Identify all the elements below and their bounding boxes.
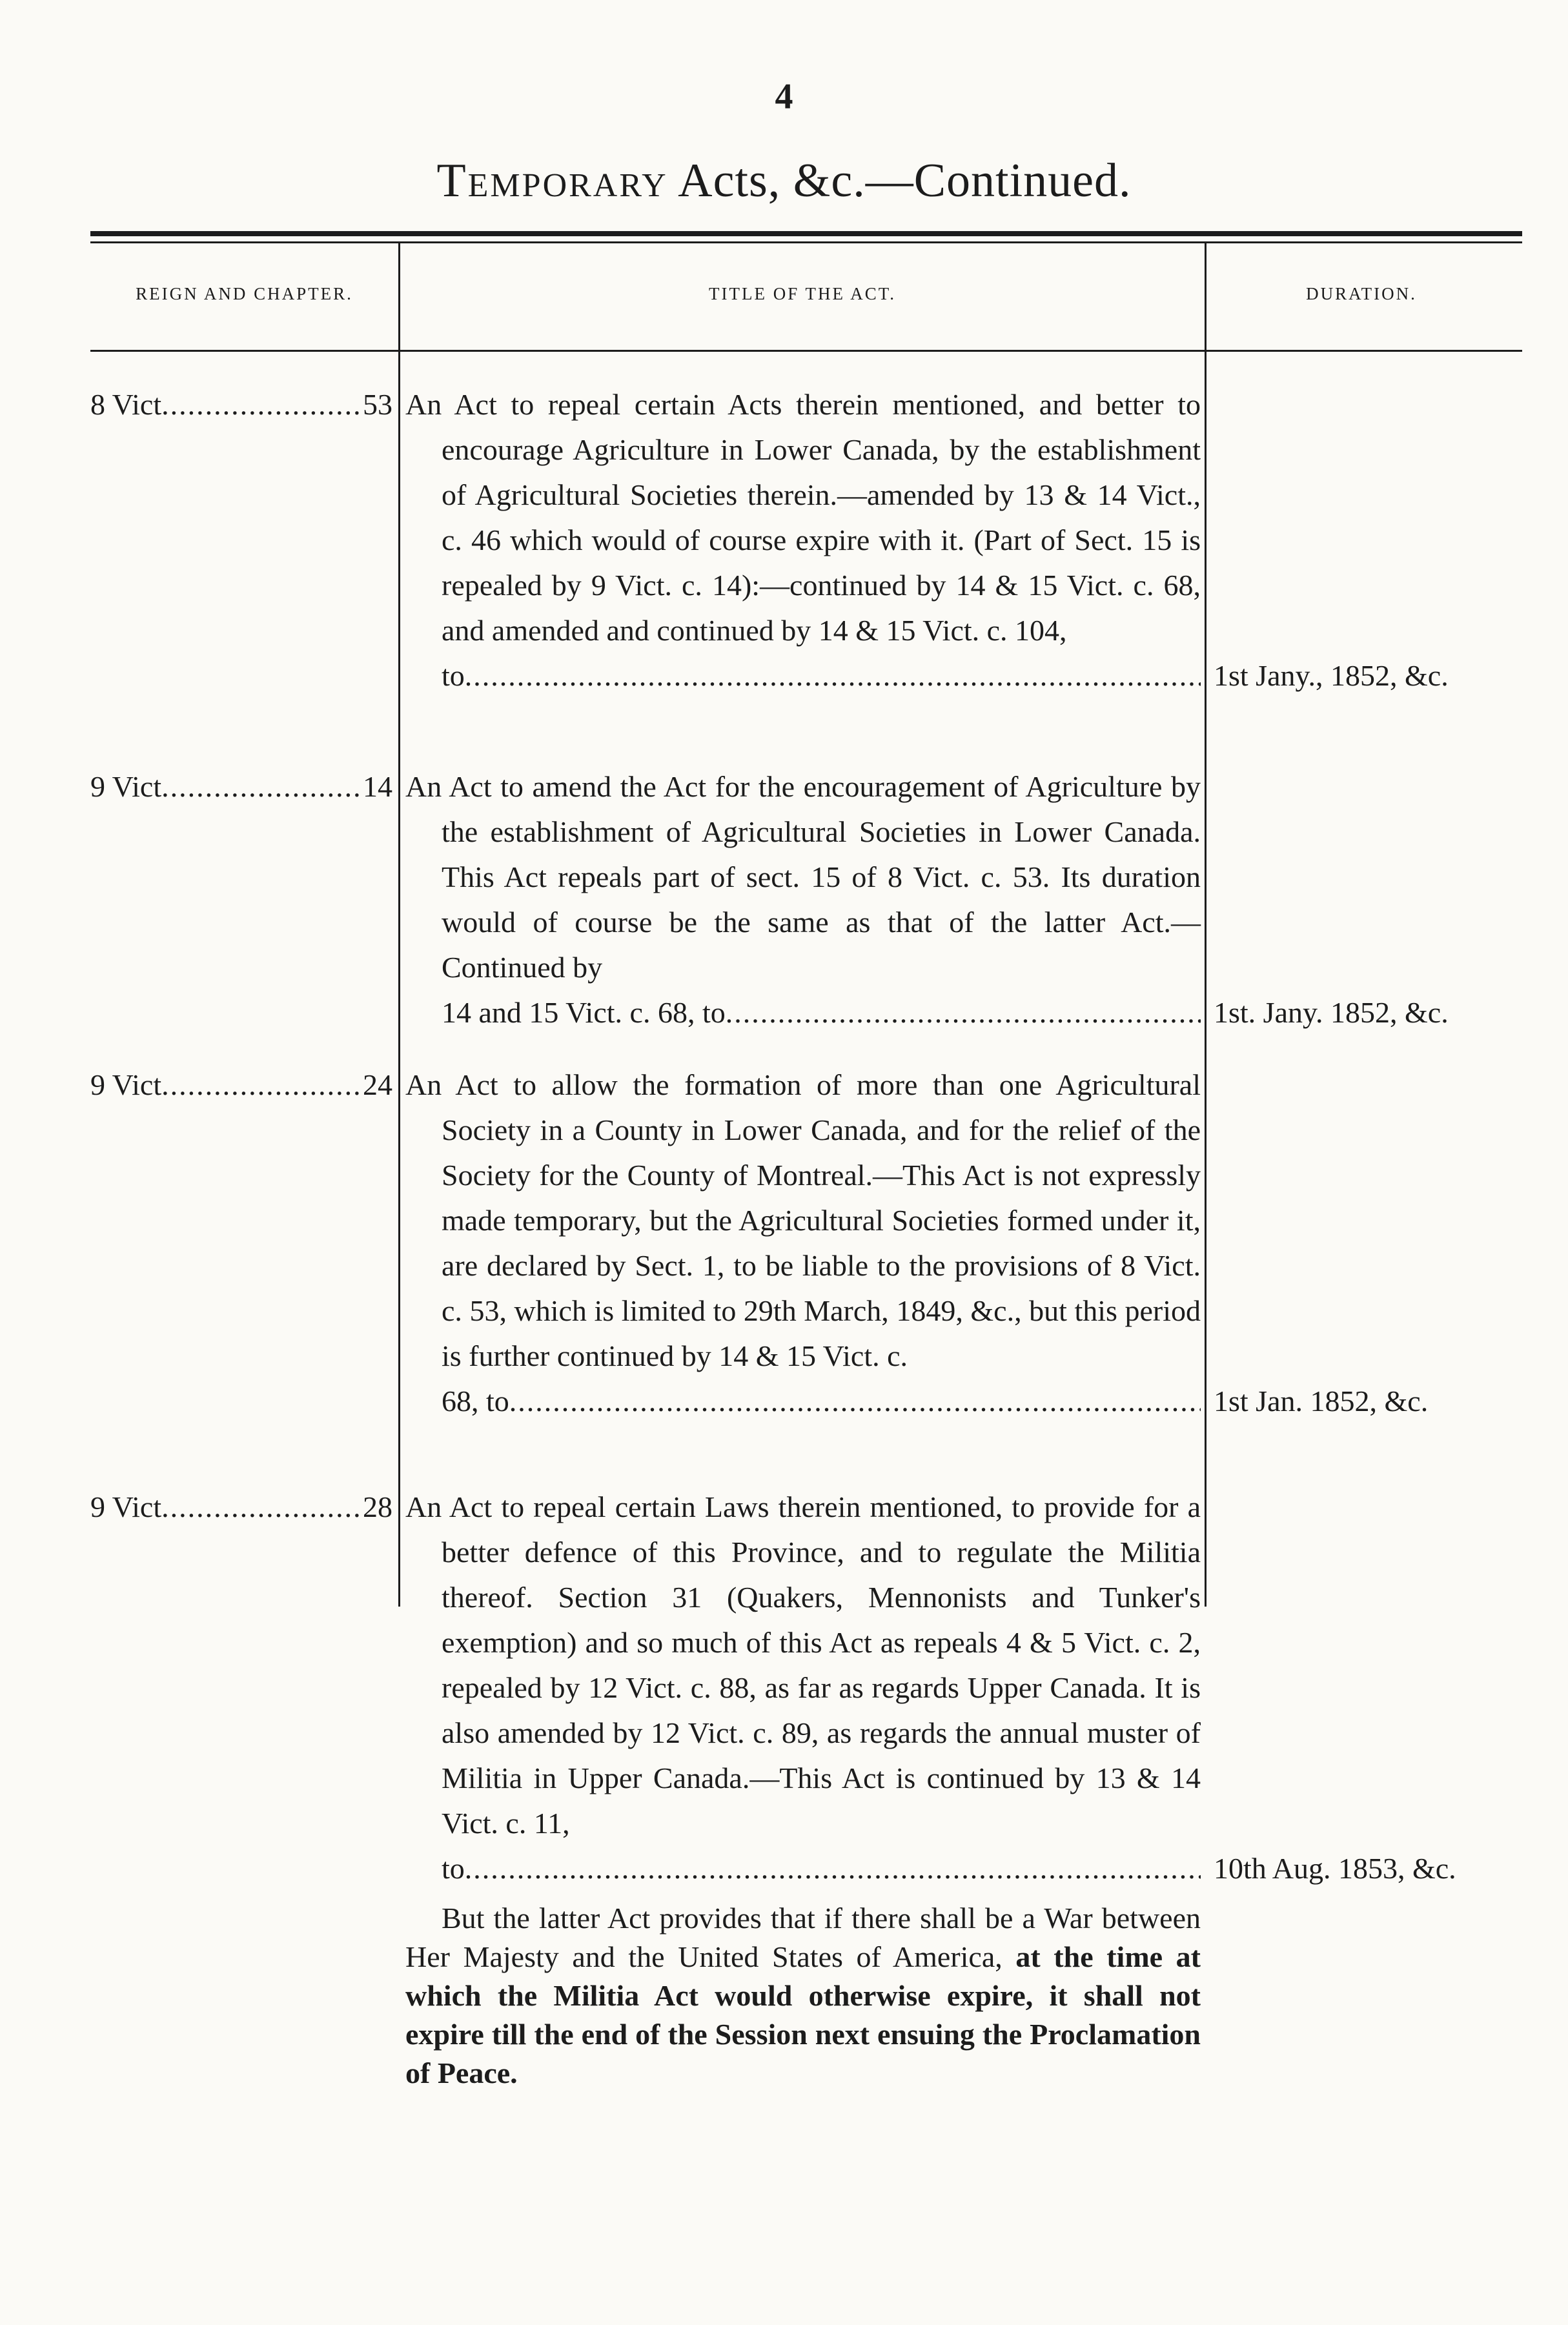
chapter: 24: [363, 1068, 392, 1101]
duration: 1st Jany., 1852, &c.: [1214, 659, 1449, 692]
act-title: [405, 1062, 1201, 1424]
dot-leader: [161, 1485, 363, 1530]
dot-leader: [161, 764, 363, 809]
reign-chapter: [90, 1485, 392, 1530]
reign-chapter: [90, 382, 392, 427]
chapter: 28: [363, 1490, 392, 1523]
top-rule-thick: [90, 231, 1522, 236]
act-title-end: 14 and 15 Vict. c. 68, to: [442, 996, 726, 1029]
dot-leader: [161, 382, 363, 427]
page-number: 4: [775, 77, 793, 117]
act-title: [405, 382, 1201, 698]
act-title-body: An Act to repeal certain Acts therein mentioned, and better to encourage Agriculture in Lower Canada, by the establishment of Agricultural Societies therein.—amended by 13 & 14 Vict., c. 46 which would of course expire with it. (Part of Sect. 15 is repealed by 9 Vict. c. 14):—continued by 14 & 15 Vict. c. 68, and amended and continued by 14 & 15 Vict. c. 104,: [405, 388, 1201, 647]
act-title-body: An Act to repeal certain Laws therein mentioned, to provide for a better defence of this Province, and to regulate the Militia thereof. Section 31 (Quakers, Mennonists and Tunker's exemption) and so much of this Act as repeals 4 & 5 Vict. c. 2, repealed by 12 Vict. c. 88, as far as regards Upper Canada. It is also amended by 12 Vict. c. 89, as regards the annual muster of Militia in Upper Canada.—This Act is continued by 13 & 14 Vict. c. 11,: [405, 1490, 1201, 1840]
act-title: [405, 1485, 1201, 1891]
header-title: TITLE OF THE ACT.: [709, 284, 896, 303]
page-title-prefix: Temporary: [436, 154, 668, 207]
duration: 1st Jan. 1852, &c.: [1214, 1385, 1429, 1417]
reign: 9 Vict: [90, 1068, 162, 1101]
act-title-end: to: [442, 659, 465, 692]
reign: 8 Vict: [90, 388, 162, 421]
act-title: [405, 764, 1201, 1035]
column-divider-2: [1205, 243, 1207, 1607]
act-title-final-line: [442, 1846, 1201, 1891]
chapter: 53: [363, 388, 392, 421]
reign: 9 Vict: [90, 1490, 162, 1523]
proviso-note-bold: at the time at which the Militia Act would otherwise expire, it shall not expire till the end of the Session next ensuing the Proclamation of Peace.: [405, 1940, 1201, 2089]
chapter: 14: [363, 770, 392, 803]
duration: 1st. Jany. 1852, &c.: [1214, 996, 1449, 1029]
dot-leader: [465, 1846, 1201, 1891]
dot-leader: [161, 1062, 363, 1108]
header-rule: [90, 350, 1522, 352]
reign: 9 Vict: [90, 770, 162, 803]
act-title-final-line: [442, 653, 1201, 698]
dot-leader: [465, 653, 1201, 698]
header-duration: DURATION.: [1306, 284, 1417, 303]
act-title-body: An Act to amend the Act for the encouragement of Agriculture by the establishment of Agricultural Societies in Lower Canada. This Act repeals part of sect. 15 of 8 Vict. c. 53. Its duration would of course be the same as that of the latter Act.—Continued by: [405, 770, 1201, 984]
header-reign: REIGN AND CHAPTER.: [136, 284, 353, 303]
dot-leader: [726, 990, 1201, 1035]
act-title-body: An Act to allow the formation of more than one Agricultural Society in a County in Lower Canada, and for the relief of the Society for the County of Montreal.—This Act is not expressly made temporary, but the Agricultural Societies formed under it, are declared by Sect. 1, to be liable to the provisions of 8 Vict. c. 53, which is limited to 29th March, 1849, &c., but this period is further continued by 14 & 15 Vict. c.: [405, 1068, 1201, 1372]
dot-leader: [509, 1379, 1201, 1424]
reign-chapter: [90, 764, 392, 809]
act-title-end: 68, to: [442, 1385, 509, 1417]
page-title: [0, 154, 1568, 208]
duration: 10th Aug. 1853, &c.: [1214, 1852, 1456, 1885]
proviso-note: [405, 1899, 1201, 2093]
act-title-final-line: [442, 1379, 1201, 1424]
proviso-note-normal: But the latter Act provides that if there shall be a War between Her Majesty and the United States of America,: [405, 1902, 1201, 1973]
column-divider-1: [398, 243, 400, 1607]
act-title-end: to: [442, 1852, 465, 1885]
reign-chapter: [90, 1062, 392, 1108]
top-rule-thin: [90, 241, 1522, 243]
page-title-rest: Acts, &c.—Continued.: [678, 154, 1132, 207]
act-title-final-line: [442, 990, 1201, 1035]
